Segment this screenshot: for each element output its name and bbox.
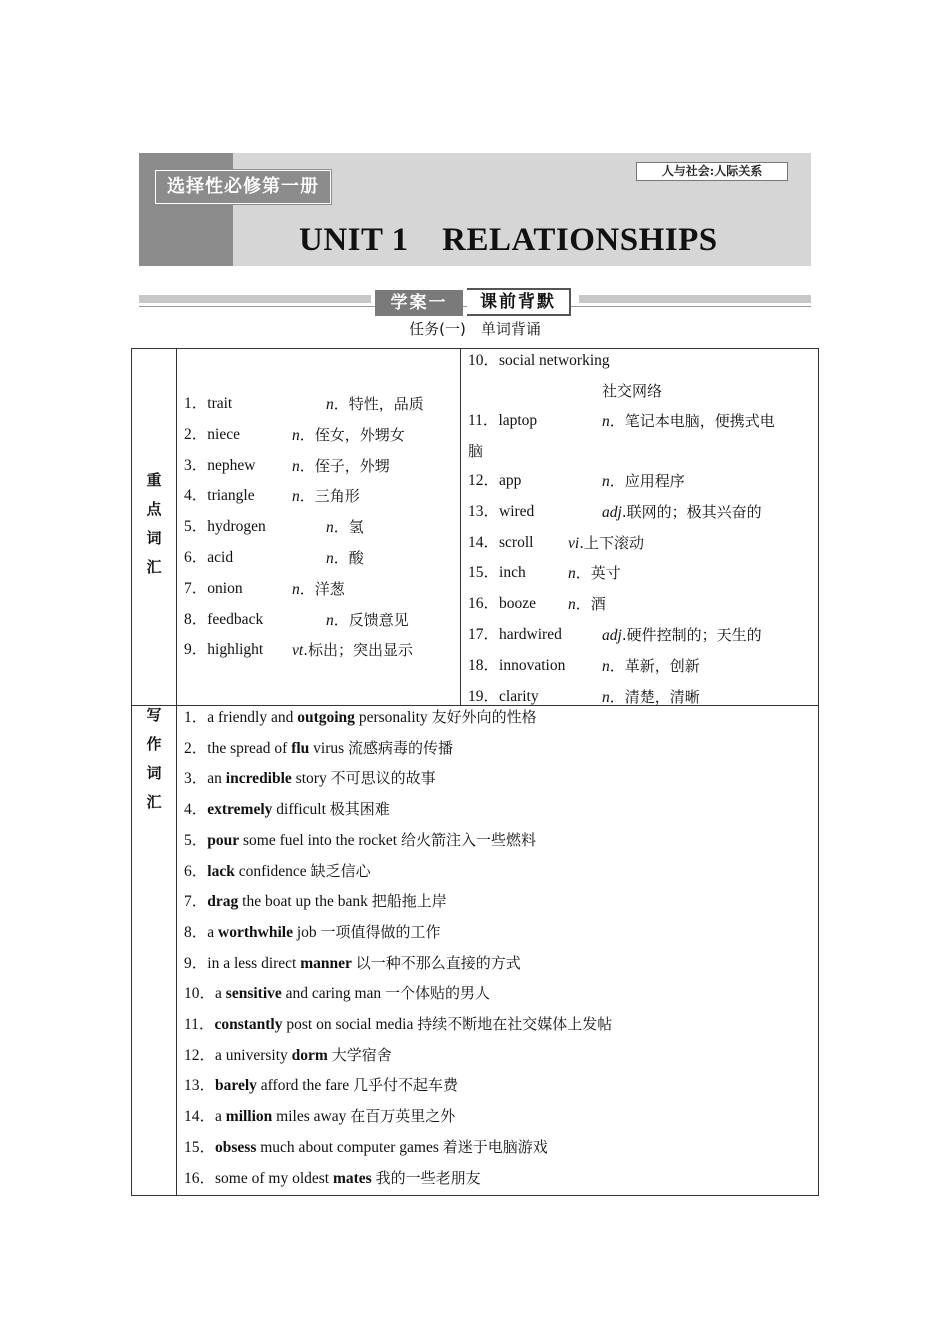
item-number: 14． — [184, 1108, 216, 1126]
item-number: 5． — [184, 831, 208, 849]
item-word: triangle — [207, 487, 255, 505]
section-rule-left — [139, 295, 371, 303]
column-divider-category — [176, 349, 177, 1195]
phrase-pre: a friendly and — [207, 709, 298, 726]
writing-item — [184, 830, 536, 851]
writing-item — [184, 891, 447, 912]
phrase-translation: 给火箭注入一些燃料 — [400, 830, 536, 849]
item-meaning — [326, 610, 409, 631]
part-of-speech: n — [602, 657, 610, 675]
phrase-keyword: mates — [332, 1169, 372, 1187]
writing-item — [184, 768, 436, 789]
meaning-text: ．酒 — [575, 595, 606, 614]
phrase-keyword: worthwhile — [218, 923, 293, 941]
phrase-translation: 我的一些老朋友 — [375, 1168, 481, 1187]
category-char: 写 — [146, 706, 162, 724]
item-word: onion — [207, 579, 243, 597]
item-number: 6． — [184, 862, 208, 880]
phrase-post: confidence — [234, 862, 311, 880]
item-number: 10． — [468, 352, 500, 369]
item-meaning — [602, 656, 700, 677]
item-number: 2． — [184, 425, 208, 443]
vocab-item — [184, 640, 454, 660]
vocab-item — [468, 502, 813, 522]
item-number: 7． — [184, 893, 208, 911]
phrase-post: story — [291, 770, 331, 788]
item-number: 19． — [468, 687, 500, 705]
category-char: 作 — [146, 735, 162, 753]
meaning-text: ．反馈意见 — [333, 610, 409, 629]
meaning-text: ．革新，创新 — [609, 656, 700, 675]
section-bar — [139, 290, 811, 312]
phrase-pre: the spread of — [207, 739, 292, 757]
unit-title: UNIT 1 RELATIONSHIPS — [299, 222, 718, 258]
item-number: 12． — [468, 472, 500, 489]
phrase-translation: 友好外向的性格 — [431, 708, 537, 726]
part-of-speech: vt — [292, 642, 304, 660]
writing-item — [184, 1168, 481, 1189]
phrase-translation: 缺乏信心 — [310, 861, 371, 880]
writing-item — [184, 1106, 455, 1127]
item-meaning — [326, 394, 424, 415]
phrase-keyword: sensitive — [225, 985, 282, 1003]
item-word: clarity — [499, 687, 539, 705]
item-word: niece — [207, 425, 240, 443]
meaning-text: .硬件控制的；天生的 — [621, 626, 762, 644]
category-char: 汇 — [146, 558, 162, 576]
item-meaning — [602, 411, 775, 432]
phrase-keyword: million — [225, 1108, 273, 1126]
part-of-speech: n — [326, 550, 334, 567]
item-number: 7． — [184, 579, 208, 597]
item-meaning — [602, 687, 700, 708]
phrase-translation: 在百万英里之外 — [350, 1107, 456, 1126]
item-number: 13． — [468, 502, 500, 520]
item-number: 3． — [184, 770, 208, 788]
item-number: 8． — [184, 923, 208, 941]
vocab-item — [184, 456, 454, 476]
item-number: 16． — [184, 1169, 216, 1187]
phrase-translation: 一个体贴的男人 — [385, 984, 491, 1003]
part-of-speech: n — [602, 473, 610, 490]
part-of-speech: n — [568, 565, 576, 583]
column-divider-middle — [460, 349, 461, 705]
vocab-item — [468, 351, 813, 400]
meaning-text: ．清楚，清晰 — [609, 687, 700, 706]
meaning-text: ．笔记本电脑，便携式电 — [609, 412, 775, 430]
writing-item — [184, 1045, 392, 1066]
meaning-text: ．应用程序 — [609, 472, 685, 490]
writing-item — [184, 861, 371, 882]
item-meaning — [326, 517, 364, 538]
vocab-item — [468, 625, 813, 645]
part-of-speech: n — [292, 488, 300, 506]
phrase-translation: 流感病毒的传播 — [348, 738, 454, 757]
phrase-pre: a — [215, 1108, 226, 1126]
item-number: 18． — [468, 656, 500, 674]
item-number: 17． — [468, 626, 500, 643]
part-of-speech: n — [326, 519, 334, 537]
phrase-keyword: obsess — [215, 1138, 257, 1156]
item-meaning — [568, 563, 621, 584]
phrase-keyword: lack — [207, 862, 235, 880]
item-number: 6． — [184, 549, 208, 566]
part-of-speech: n — [292, 580, 300, 598]
item-meaning — [292, 486, 360, 507]
meaning-text: .标出；突出显示 — [303, 641, 413, 660]
phrase-post: post on social media — [282, 1016, 418, 1033]
phrase-post: and caring man — [281, 985, 386, 1003]
vocab-item — [468, 471, 813, 491]
theme-tag: 人与社会:人际关系 — [636, 162, 788, 181]
phrase-post: afford the fare — [256, 1077, 354, 1095]
item-meaning — [292, 456, 390, 477]
vocab-item — [468, 656, 813, 676]
item-number: 13． — [184, 1077, 216, 1095]
item-meaning — [568, 533, 644, 554]
section-label-b: 课前背默 — [467, 288, 571, 316]
phrase-keyword: constantly — [214, 1016, 283, 1033]
item-word: acid — [207, 549, 234, 566]
writing-item — [184, 799, 390, 820]
phrase-translation: 把船拖上岸 — [371, 892, 447, 911]
category-char: 重 — [146, 471, 162, 489]
phrase-post: miles away — [272, 1108, 351, 1126]
part-of-speech: n — [568, 596, 576, 614]
item-word: innovation — [499, 656, 566, 674]
item-number: 4． — [184, 801, 208, 819]
section-rule-right — [579, 295, 811, 303]
meaning-wrap: 脑 — [468, 442, 484, 460]
part-of-speech: n — [292, 426, 300, 444]
vocab-table — [131, 348, 819, 1196]
meaning-text: 社交网络 — [602, 382, 663, 400]
phrase-translation: 持续不断地在社交媒体上发帖 — [417, 1015, 613, 1033]
vocab-item — [184, 548, 454, 568]
item-number: 2． — [184, 739, 208, 757]
item-word: app — [499, 472, 522, 489]
vocab-item — [468, 533, 813, 553]
meaning-text: .上下滚动 — [579, 533, 644, 552]
meaning-text: ．特性，品质 — [333, 395, 424, 413]
writing-item — [184, 1137, 548, 1158]
phrase-keyword: drag — [207, 893, 239, 911]
phrase-keyword: flu — [291, 739, 310, 757]
book-tag: 选择性必修第一册 — [155, 170, 331, 204]
writing-item — [184, 983, 490, 1004]
item-number: 5． — [184, 518, 208, 536]
item-word: hardwired — [499, 626, 562, 643]
part-of-speech: n — [602, 413, 610, 430]
item-word: inch — [499, 564, 526, 582]
writing-item — [184, 707, 537, 728]
item-number: 10． — [184, 985, 216, 1003]
writing-item — [184, 1014, 612, 1035]
part-of-speech: adj — [602, 627, 622, 644]
meaning-text: ．洋葱 — [299, 579, 345, 598]
item-meaning — [292, 579, 345, 600]
part-of-speech: n — [292, 457, 300, 475]
phrase-keyword: extremely — [207, 801, 273, 819]
vocab-item — [184, 517, 454, 537]
writing-item — [184, 953, 521, 974]
item-number: 11． — [184, 1016, 215, 1033]
phrase-keyword: outgoing — [297, 709, 355, 726]
part-of-speech: vi — [568, 534, 580, 552]
vocab-item — [184, 610, 454, 630]
phrase-post: virus — [309, 739, 349, 757]
item-word: scroll — [499, 533, 534, 551]
meaning-text: ．氢 — [333, 518, 364, 537]
item-word: hydrogen — [207, 518, 266, 536]
writing-item — [184, 922, 441, 943]
item-number: 1． — [184, 709, 208, 726]
vocab-item — [468, 687, 813, 707]
writing-item — [184, 738, 453, 759]
category-char: 点 — [146, 500, 162, 518]
item-number: 16． — [468, 595, 500, 613]
item-meaning — [568, 594, 606, 615]
category-char: 词 — [146, 764, 162, 782]
item-meaning — [292, 425, 405, 446]
phrase-translation: 以一种不那么直接的方式 — [355, 953, 521, 972]
item-meaning — [326, 548, 364, 569]
phrase-keyword: incredible — [225, 770, 292, 788]
category-char: 词 — [146, 529, 162, 547]
item-number: 15． — [184, 1138, 216, 1156]
item-meaning — [602, 471, 685, 492]
item-number: 9． — [184, 954, 208, 972]
item-number: 12． — [184, 1046, 216, 1064]
part-of-speech: n — [326, 396, 334, 413]
phrase-post: job — [292, 923, 321, 941]
vocab-item — [468, 594, 813, 614]
item-word: feedback — [207, 610, 264, 628]
item-meaning — [602, 625, 762, 646]
phrase-post: difficult — [272, 801, 330, 819]
vocab-item — [468, 411, 813, 460]
item-word: laptop — [498, 412, 538, 429]
item-word: trait — [207, 395, 233, 412]
task-heading: 任务(一) 单词背诵 — [409, 320, 541, 338]
category-char: 汇 — [146, 793, 162, 811]
part-of-speech: n — [602, 688, 610, 706]
meaning-text: ．英寸 — [575, 564, 621, 583]
phrase-post: some fuel into the rocket — [239, 831, 401, 849]
section-label-a: 学案一 — [375, 290, 463, 316]
phrase-post: much about computer games — [256, 1138, 443, 1156]
unit-banner — [139, 153, 811, 266]
meaning-text: ．酸 — [333, 549, 364, 567]
phrase-pre: in a less direct — [207, 954, 301, 972]
item-word: wired — [499, 502, 535, 520]
item-number: 4． — [184, 487, 208, 505]
phrase-pre: a — [207, 923, 219, 941]
writing-item — [184, 1075, 458, 1096]
phrase-post: personality — [354, 709, 432, 726]
item-number: 8． — [184, 610, 208, 628]
part-of-speech: adj — [602, 503, 622, 521]
phrase-pre: an — [207, 770, 226, 788]
phrase-post: the boat up the bank — [238, 893, 372, 911]
phrase-pre: a university — [215, 1046, 292, 1064]
item-number: 15． — [468, 564, 500, 582]
item-word: nephew — [207, 456, 256, 474]
item-word: social networking — [499, 352, 610, 369]
item-meaning — [292, 640, 413, 661]
item-number: 1． — [184, 395, 208, 412]
meaning-text: .联网的；极其兴奋的 — [621, 502, 762, 521]
vocab-item — [468, 563, 813, 583]
item-word: highlight — [207, 641, 264, 659]
meaning-text: ．侄女，外甥女 — [299, 425, 405, 444]
item-meaning — [602, 502, 762, 523]
vocab-item — [184, 486, 454, 506]
phrase-translation: 大学宿舍 — [331, 1045, 392, 1064]
phrase-keyword: pour — [207, 831, 240, 849]
vocab-item — [184, 579, 454, 599]
item-number: 11． — [468, 412, 499, 429]
phrase-keyword: barely — [215, 1077, 257, 1095]
phrase-translation: 极其困难 — [329, 800, 390, 819]
item-number: 3． — [184, 456, 208, 474]
phrase-translation: 一项值得做的工作 — [320, 922, 441, 941]
phrase-keyword: manner — [300, 954, 352, 972]
item-number: 9． — [184, 641, 208, 659]
phrase-translation: 着迷于电脑游戏 — [442, 1137, 548, 1156]
phrase-translation: 不可思议的故事 — [330, 769, 436, 788]
phrase-keyword: dorm — [291, 1046, 328, 1064]
item-word: booze — [499, 595, 537, 613]
meaning-text: ．三角形 — [299, 487, 360, 506]
vocab-item — [184, 425, 454, 445]
meaning-text: ．侄子，外甥 — [299, 456, 390, 475]
item-number: 14． — [468, 533, 500, 551]
phrase-pre: some of my oldest — [215, 1169, 333, 1187]
phrase-translation: 几乎付不起车费 — [353, 1076, 459, 1095]
vocab-item — [184, 394, 454, 414]
phrase-pre: a — [215, 985, 226, 1003]
part-of-speech: n — [326, 611, 334, 629]
